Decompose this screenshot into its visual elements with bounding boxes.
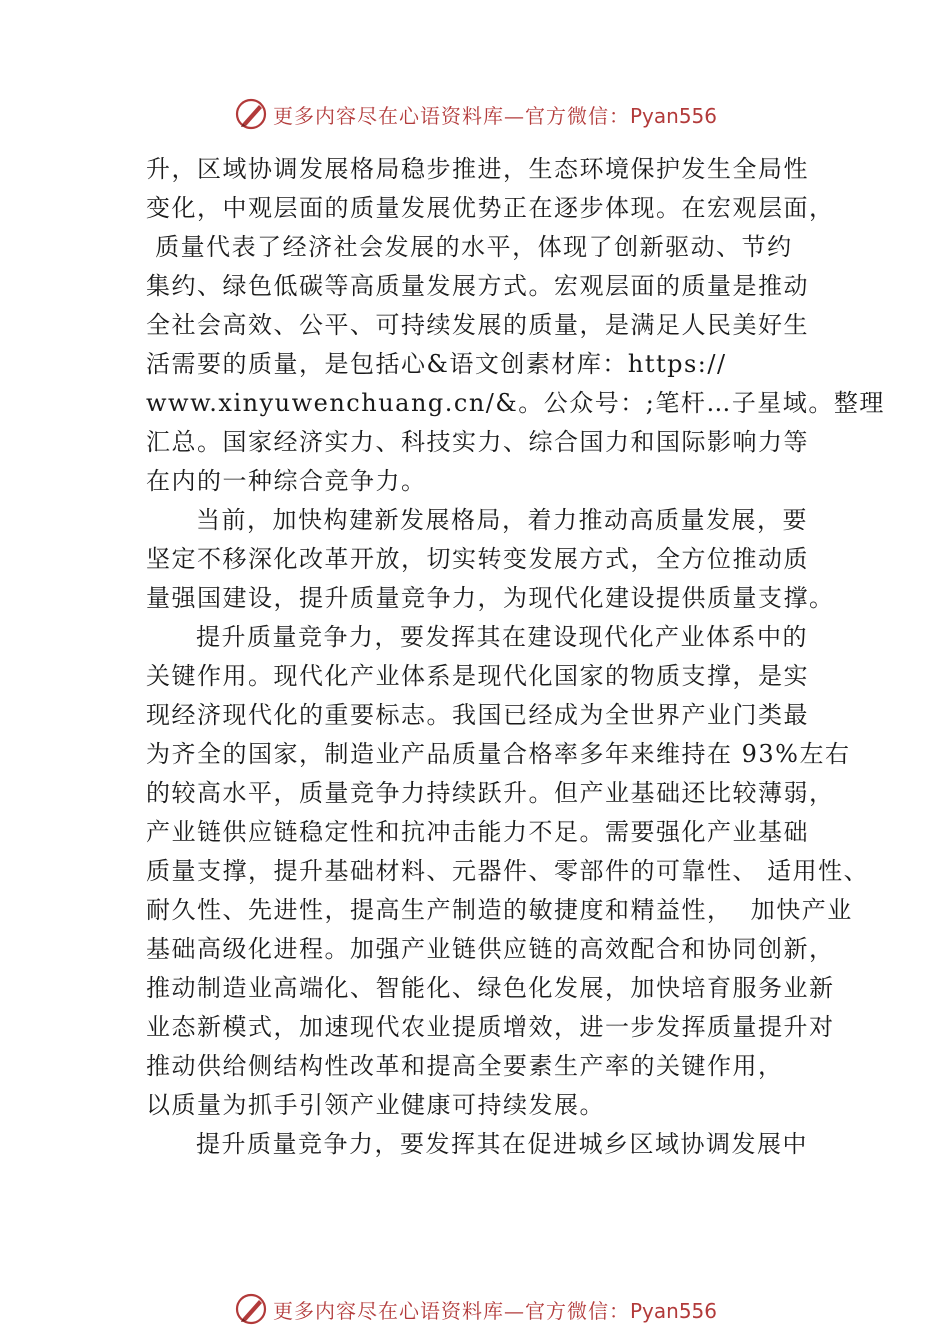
- text-line: 集约、绿色低碳等高质量发展方式。宏观层面的质量是推动: [146, 272, 809, 300]
- text-line: 以质量为抓手引领产业健康可持续发展。: [146, 1091, 605, 1119]
- text-line: 提升质量竞争力，要发挥其在建设现代化产业体系中的: [196, 623, 808, 651]
- footer-wechat-handle: Pyan556: [629, 1298, 717, 1323]
- text-line: 活需要的质量，是包括心&语文创素材库：https://: [146, 350, 727, 378]
- text-line: 现经济现代化的重要标志。我国已经成为全世界产业门类最: [146, 701, 809, 729]
- document-body: [146, 150, 885, 1164]
- text-line: 推动制造业高端化、智能化、绿色化发展，加快培育服务业新: [146, 974, 835, 1002]
- text-line: 坚定不移深化改革开放，切实转变发展方式，全方位推动质: [146, 545, 809, 573]
- text-line: 汇总。国家经济实力、科技实力、综合国力和国际影响力等: [146, 428, 809, 456]
- text-line: 升，区域协调发展格局稳步推进，生态环境保护发生全局性: [146, 155, 809, 183]
- header-wechat-handle: Pyan556: [629, 103, 717, 128]
- text-line: 变化，中观层面的质量发展优势正在逐步体现。在宏观层面，: [146, 194, 835, 222]
- text-line: 产业链供应链稳定性和抗冲击能力不足。需要强化产业基础: [146, 818, 809, 846]
- footer-banner-text: 更多内容尽在心语资料库—官方微信：Pyan556: [272, 1298, 717, 1323]
- text-line: 全社会高效、公平、可持续发展的质量，是满足人民美好生: [146, 311, 809, 339]
- text-line: www.xinyuwenchuang.cn/&。公众号：;笔杆…子星域。整理: [146, 389, 885, 417]
- text-line: 业态新模式，加速现代农业提质增效，进一步发挥质量提升对: [146, 1013, 835, 1041]
- text-line: 在内的一种综合竞争力。: [146, 467, 427, 495]
- pen-logo-icon: [233, 96, 269, 132]
- header-banner: [0, 92, 950, 136]
- pen-logo-icon: [233, 1291, 269, 1327]
- text-line: 基础高级化进程。加强产业链供应链的高效配合和协同创新，: [146, 935, 835, 963]
- text-line: 质量支撑，提升基础材料、元器件、零部件的可靠性、 适用性、: [146, 857, 870, 885]
- text-line: 当前，加快构建新发展格局，着力推动高质量发展，要: [196, 506, 808, 534]
- text-line: 耐久性、先进性，提高生产制造的敏捷度和精益性， 加快产业: [146, 896, 853, 924]
- header-banner-text: 更多内容尽在心语资料库—官方微信：Pyan556: [272, 103, 717, 128]
- footer-banner: [0, 1287, 950, 1331]
- text-line: 质量代表了经济社会发展的水平，体现了创新驱动、节约: [146, 233, 793, 261]
- text-line: 提升质量竞争力，要发挥其在促进城乡区域协调发展中: [196, 1130, 808, 1158]
- text-line: 的较高水平，质量竞争力持续跃升。但产业基础还比较薄弱，: [146, 779, 835, 807]
- text-line: 推动供给侧结构性改革和提高全要素生产率的关键作用，: [146, 1052, 784, 1080]
- text-line: 为齐全的国家，制造业产品质量合格率多年来维持在 93%左右: [146, 740, 851, 768]
- text-line: 量强国建设，提升质量竞争力，为现代化建设提供质量支撑。: [146, 584, 835, 612]
- text-line: 关键作用。现代化产业体系是现代化国家的物质支撑，是实: [146, 662, 809, 690]
